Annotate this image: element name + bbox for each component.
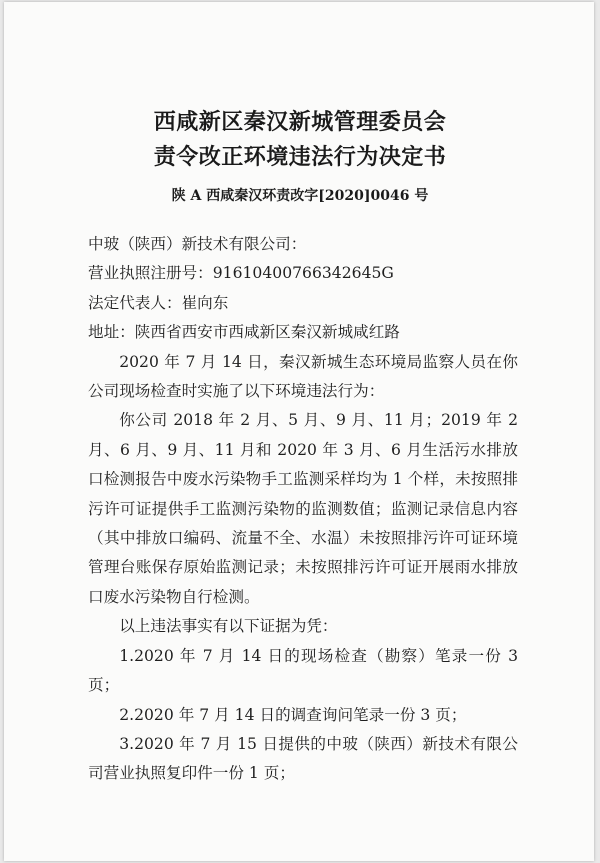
legal-representative-line: 法定代表人：崔向东 [88,293,229,312]
evidence-item-1: 1.2020 年 7 月 14 日的现场检查（勘察）笔录一份 3 页； [88,646,518,695]
evidence-item-2: 2.2020 年 7 月 14 日的调查询问笔录一份 3 页； [119,705,467,724]
recipient-line: 中玻（陕西）新技术有限公司： [88,235,307,253]
paragraph-violations: 你公司 2018 年 2 月、5 月、9 月、11 月；2019 年 2 月、6 月、9 月、11 月和 2020 年 3 月、6 月生活污水排放口检测报告中废水污染物手工监测采样均为 1 个样，未按照排污许可证提供手工监测污染物的监测数值；监测记录信息内容（其中排放口编码、流量不全、水温）未按照排污许可证环境管理台账保存原始监测记录；未按照排污许可证开展雨水排放口废水污染物自行检测。 [88,411,518,606]
license-number-line: 营业执照注册号：91610400766342645G [88,264,394,283]
document-number: 陕 A 西咸秦汉环责改字[2020]0046 号 [171,188,429,204]
document-title-line2: 责令改正环境违法行为决定书 [153,145,447,170]
evidence-item-3: 3.2020 年 7 月 15 日提供的中玻（陕西）新技术有限公司营业执照复印件一份 1 页； [88,734,518,783]
document-body [88,230,518,789]
paragraph-evidence-intro: 以上违法事实有以下证据为凭： [119,617,338,636]
paragraph-inspection: 2020 年 7 月 14 日，秦汉新城生态环境局监察人员在你公司现场检查时实施了以下环境违法行为： [88,352,518,401]
address-line: 地址：陕西省西安市西咸新区秦汉新城咸红路 [88,323,400,342]
document-title-line1: 西咸新区秦汉新城管理委员会 [153,110,447,135]
